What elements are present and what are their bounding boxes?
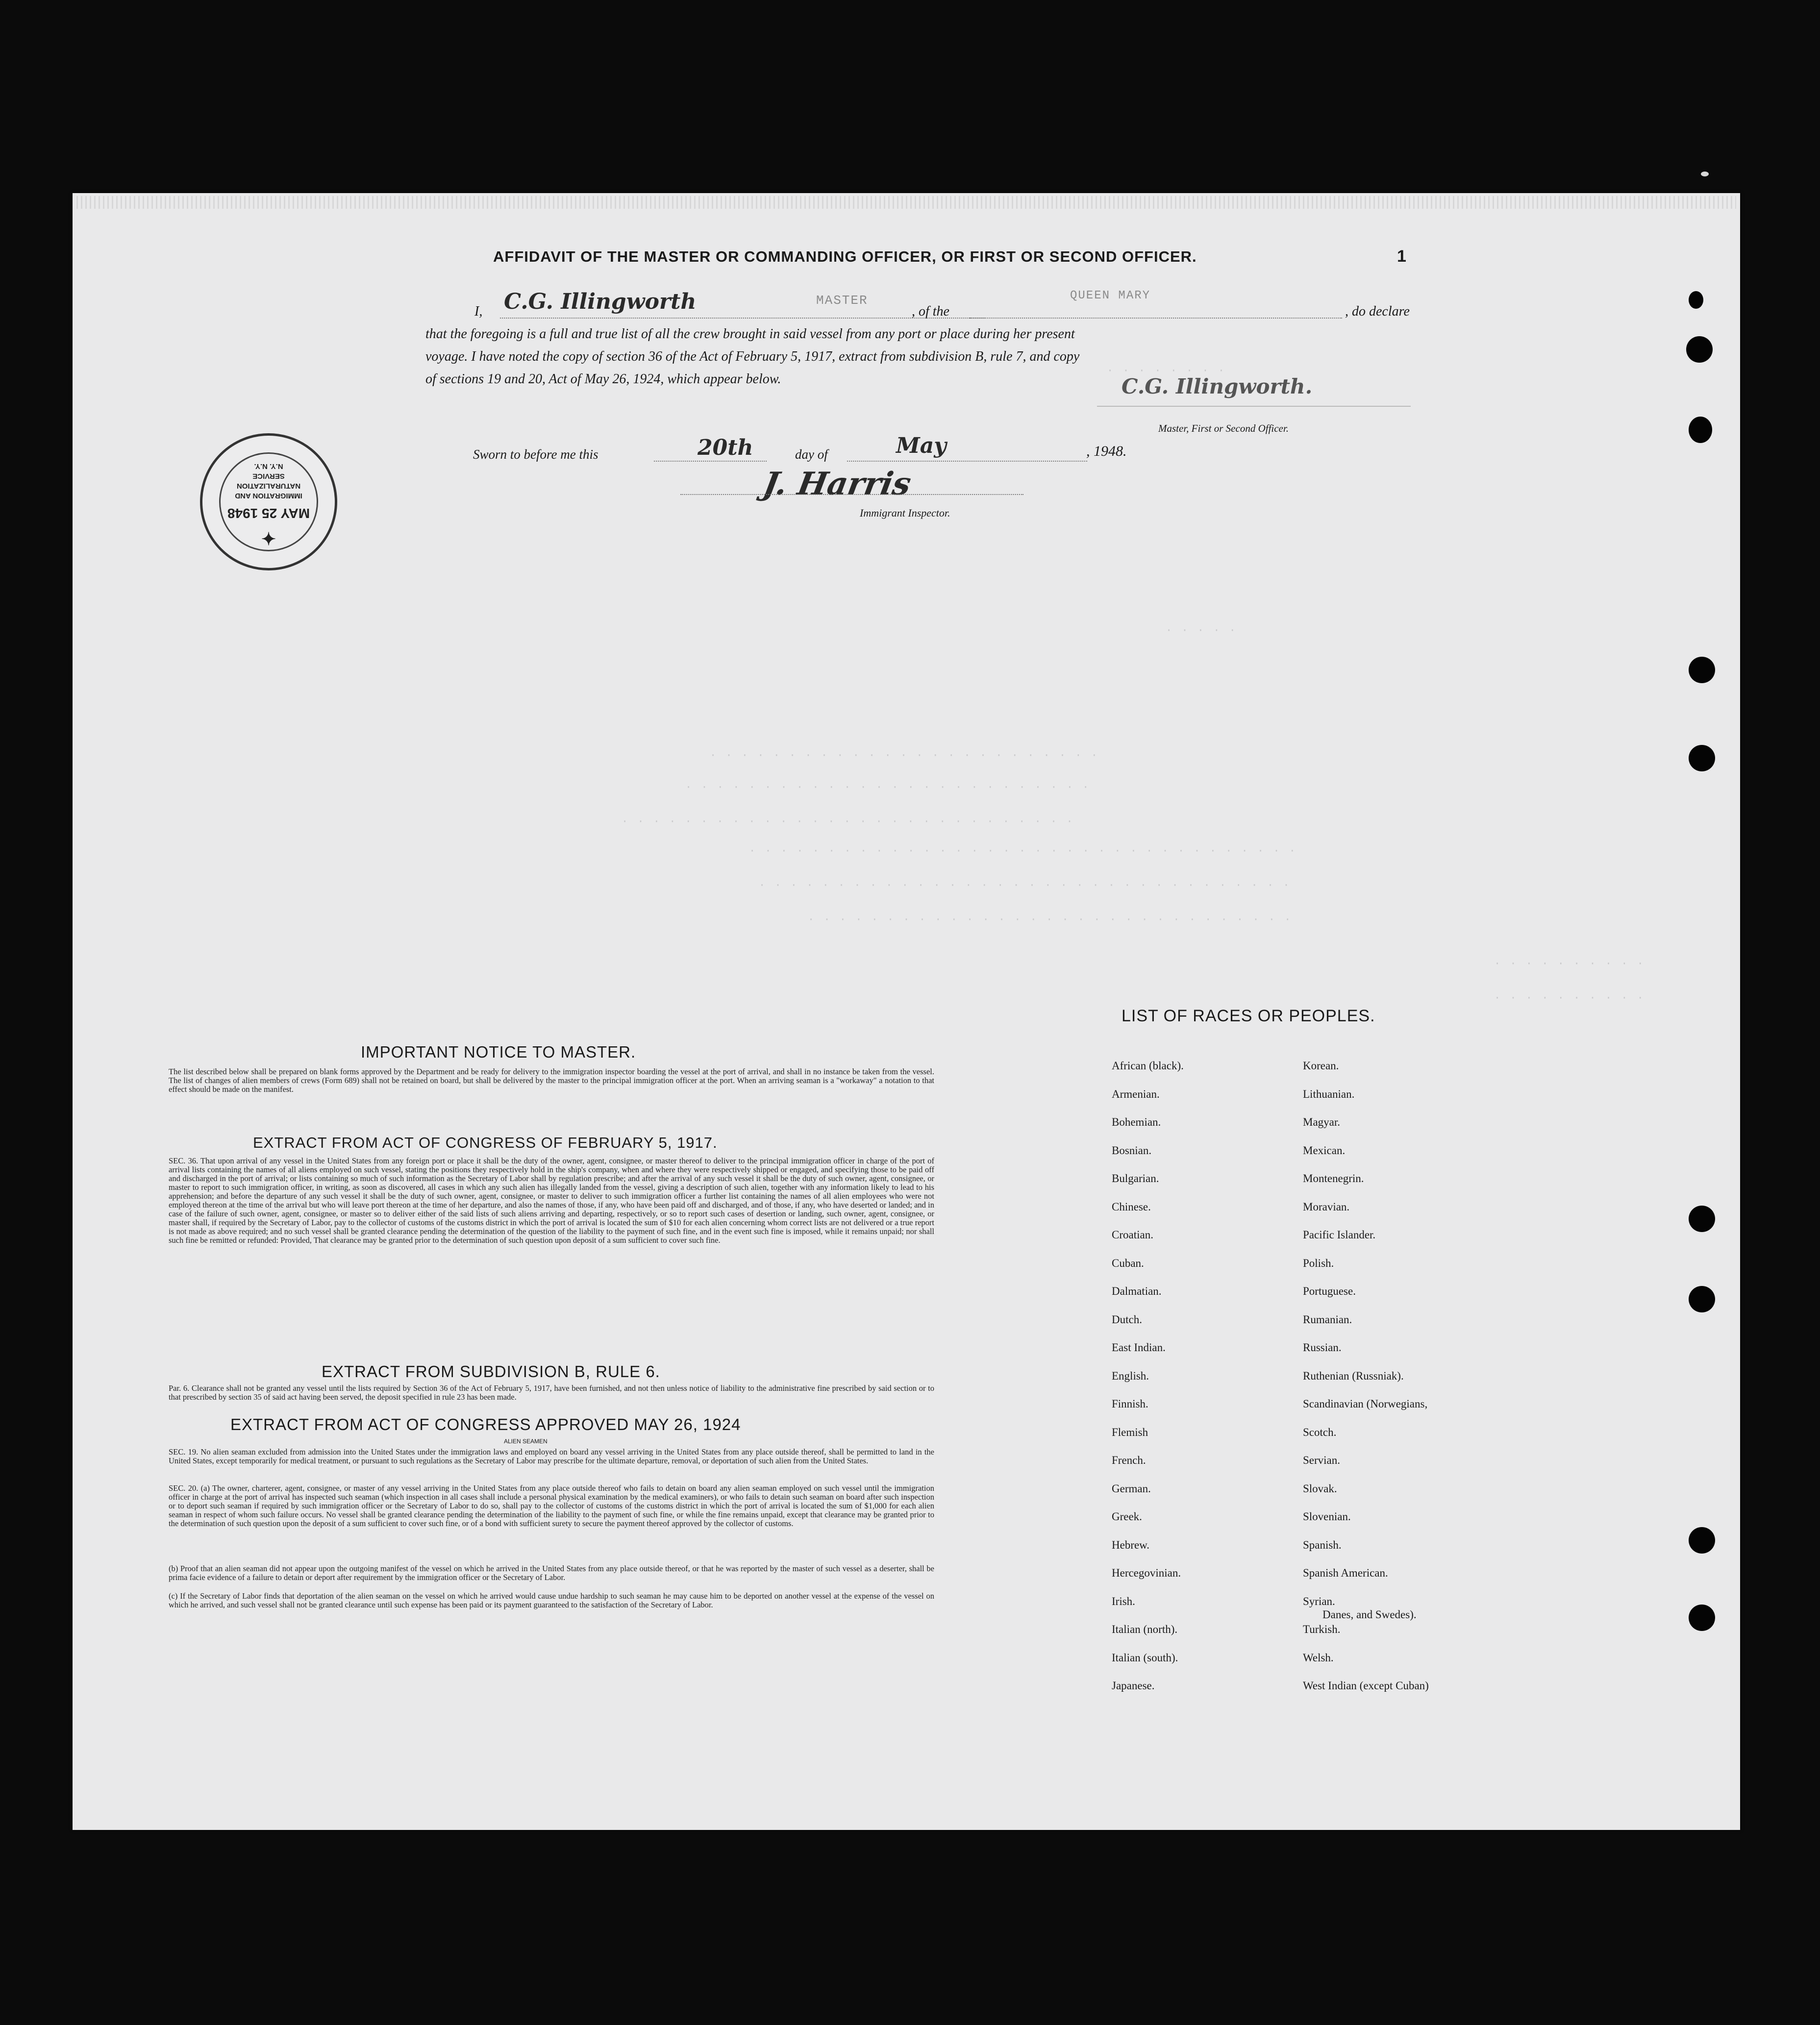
race-item: Irish. bbox=[1112, 1595, 1135, 1607]
race-item: Scandinavian (Norwegians, bbox=[1303, 1398, 1428, 1410]
extract-1924-sec20a: SEC. 20. (a) The owner, charterer, agent, consignee, or master of any vessel arriving in the United States from any place outside thereof who fails to detain on board any alien seaman employed on such vessel until the immigration officer in charge at the port of arrival has inspected such seaman (which inspection in all cases shall include a personal physical examination by the medical examiners), or who fails to detain such seaman on board after such inspection or to deport such seaman if required by such immigration officer or the Secretary of Labor to do so, shall pay to the collector of customs of the customs district in which the port of arrival is located the sum of $1,000 for each alien seaman in respect of whom such failure occurs. No vessel shall be granted clearance pending the determination of the liability to the payment of such fine, or while the fine remains unpaid, except that clearance may be granted prior to the determination of such question upon the deposit of a sum sufficient to cover such fine, or of a bond with sufficient surety to secure the payment thereof approved by the collector of customs. bbox=[169, 1483, 934, 1528]
affidavit-i: I, bbox=[474, 304, 483, 319]
race-item: Bulgarian. bbox=[1112, 1172, 1159, 1185]
page-torn-edge bbox=[76, 196, 1736, 209]
extract-1924-sec20b: (b) Proof that an alien seaman did not appear upon the outgoing manifest of the vessel on which he arrived in the United States from any place outside thereof, or that he was reported by the master of such vessel as a deserter, shall be prima facie evidence of a failure to detain or deport after requirement by the immigration officer or the Secretary of Labor. bbox=[169, 1564, 934, 1582]
race-item: Greek. bbox=[1112, 1510, 1142, 1523]
race-item: Scotch. bbox=[1303, 1426, 1337, 1438]
day-of-text: day of bbox=[795, 447, 828, 462]
races-title: LIST OF RACES OR PEOPLES. bbox=[1122, 1007, 1375, 1025]
inspector-line bbox=[680, 493, 1023, 495]
sworn-year: , 1948. bbox=[1086, 443, 1127, 459]
of-the-text: , of the bbox=[912, 304, 949, 319]
race-item: Bosnian. bbox=[1112, 1144, 1152, 1157]
stamp-line-1: IMMIGRATION AND bbox=[235, 492, 302, 500]
extract-rule6-title: EXTRACT FROM SUBDIVISION B, RULE 6. bbox=[322, 1362, 660, 1381]
race-item: Turkish. bbox=[1303, 1623, 1341, 1635]
race-item: West Indian (except Cuban) bbox=[1303, 1679, 1429, 1692]
race-item: Flemish bbox=[1112, 1426, 1148, 1438]
race-item: Moravian. bbox=[1303, 1200, 1350, 1213]
race-item: Spanish American. bbox=[1303, 1567, 1388, 1579]
document-page: · · · · · · · · · · · · · · · · · · · · · · · · · · · · · · · · · · · · · · · · · · · · · · · · · · · · · · · · · · · · · · · · · · · · · · · · · · · · · · · · · · · · · · · · · · · · · · · · · · · · · · · · · · · · · · · · · · · · · · · · · · · · · · · · · · · · · · · · · · · · · · · · · · · · · · · · · · · · · · · · · · · · · · · · · · · · · · · · · · · · · · · · · · · · · · · · · · · · · · · · · · · · · · · · · · · · · AFFIDAVIT OF THE MASTER OR COMMANDING OFFICER, OR FIRST OR SECOND OFFICER. 1 I, C.G. Illingworth MASTER , of the QUEEN MARY , do declare that the foregoing is a full and true list of all the crew brought in said vessel from any port or place during her present voyage. I have noted the copy of section 36 of the Act of February 5, 1917, extract from subdivision B, rule 7, and copy of sections 19 and 20, Act of May 26, 1924, which appear below. C.G. Illingworth. Master, First or Second Officer. Sworn to before me this 20th day of May , 1948. J. Harris Immigrant Inspector. N.Y. N.Y. SERVICE NATURALIZATION IMMIGRATION AND MAY 25 1948 ✦ IMPORTANT NOTICE TO MASTER. The list described below shall be prepared on blank forms approved by the Department and be ready for delivery to the immigration inspector boarding the vessel at the port of arrival, and shall in no instance be taken from the vessel. The list of changes of alien members of crews (Form 689) shall not be retained on board, but shall be delivered by the master to the principal immigration officer at the port. When an arriving seaman is a "workaway" a notation to that effect should be made on the manifest. EXTRACT FROM ACT OF CONGRESS OF FEBRUARY 5, 1917. SEC. 36. That upon arrival of any vessel in the United States from any foreign port or place it shall be the duty of the owner, agent, consignee, or master thereof to deliver to the principal immigration officer in charge of the port of arrival lists containing the names of all aliens employed on such vessel, stating the positions they respectively hold in the ship's company, when and where they were respectively shipped or engaged, and specifying those to be paid off and discharged in the port of arrival; or lists containing so much of such information as the Secretary of Labor shall by regulation prescribe; and after the arrival of any such vessel it shall be the duty of such owner, agent, consignee, or master to report to such immigration officer, in writing, as soon as discovered, all cases in which any such alien has illegally landed from the vessel, giving a description of such alien, together with any information likely to lead to his apprehension; and before the departure of any such vessel it shall be the duty of such owner, agent, consignee, or master to deliver to such immigration officer a further list containing the names of all alien employees who were not employed thereon at the time of the arrival but who will leave port thereon at the time of her departure, and also the names of those, if any, who have been paid off and discharged, and of those, if any, who have deserted or landed; and in case of the failure of such owner, agent, consignee, or master so to deliver either of the said lists of such aliens arriving and departing, respectively, or so to report such cases of desertion or landing, such owner, agent, consignee, or master shall, if required by the Secretary of Labor, pay to the collector of customs of the customs district in which the port of arrival is located the sum of $10 for each alien concerning whom correct lists are not delivered or a true report is not made as above required; and no such vessel shall be granted clearance pending the determination of the question of the liability to the payment of such fine, and in the event such fine is imposed, while it remains unpaid; nor shall such fine be remitted or refunded: Provided, That clearance may be granted prior to the determination of such question upon deposit of a sum sufficient to cover such fine. EXTRACT FROM SUBDIVISION B, RULE 6. Par. 6. Clearance shall not be granted any vessel until the lists required by Section 36 of the Act of February 5, 1917, have been furnished, and not then unless notice of liability to the administrative fine prescribed by said section or to that prescribed by section 35 of said act having been served, the deposit specified in rule 23 has been made. EXTRACT FROM ACT OF CONGRESS APPROVED MAY 26, 1924 ALIEN SEAMEN SEC. 19. No alien seaman excluded from admission into the United States under the immigration laws and employed on board any vessel arriving in the United States from any place outside thereof, shall be permitted to land in the United States, except temporarily for medical treatment, or pursuant to such regulations as the Secretary of Labor may prescribe for the ultimate departure, removal, or deportation of such alien from the United States. SEC. 20. (a) The owner, charterer, agent, consignee, or master of any vessel arriving in the United States from any place outside thereof who fails to detain on board any alien seaman employed on such vessel until the immigration officer in charge at the port of arrival has inspected such seaman (which inspection in all cases shall include a personal physical examination by the medical examiners), or who fails to detain such seaman on board after such inspection or to deport such seaman if required by such immigration officer or the Secretary of Labor to do so, shall pay to the collector of customs of the customs district in which the port of arrival is located the sum of $1,000 for each alien seaman in respect of whom such failure occurs. No vessel shall be granted clearance pending the determination of the liability to the payment of such fine, or while the fine remains unpaid, except that clearance may be granted prior to the determination of such question upon the deposit of a sum sufficient to cover such fine, or of a bond with sufficient surety to secure the payment thereof approved by the collector of customs. (b) Proof that an alien seaman did not appear upon the outgoing manifest of the vessel on which he arrived in the United States from any place outside thereof, or that he was reported by the master of such vessel as a deserter, shall be prima facie evidence of a failure to detain or deport after requirement by the immigration officer or the Secretary of Labor. (c) If the Secretary of Labor finds that deportation of the alien seaman on the vessel on which he arrived would cause undue hardship to such seaman he may cause him to be deported on another vessel at the expense of the vessel on which he arrived, and such vessel shall not be granted clearance until such expense has been paid or its payment guaranteed to the satisfaction of the Secretary of Labor. LIST OF RACES OR PEOPLES. African (black). Armenian. Bohemian. Bosnian. Bulgarian. Chinese. Croatian. Cuban. Dalmatian. Dutch. East Indian. English. Finnish. Flemish French. German. Greek. Hebrew. Hercegovinian. Irish. Italian (north). Italian (south). Japanese. Korean. Lithuanian. Magyar. Mexican. Montenegrin. Moravian. Pacific Islander. Polish. Portuguese. Rumanian. Russian. Ruthenian (Russniak). Scandinavian (Norwegians, Scotch. Servian. Slovak. Slovenian. Spanish. Spanish American. Syrian. Turkish. Welsh. West Indian (except Cuban) Danes, and Swedes). bbox=[73, 193, 1740, 1830]
stamp-line-4: N.Y. N.Y. bbox=[254, 462, 283, 470]
inspector-caption: Immigrant Inspector. bbox=[860, 507, 950, 519]
race-item: African (black). bbox=[1112, 1060, 1184, 1072]
vessel-fill-line bbox=[970, 317, 1342, 319]
race-item: Slovak. bbox=[1303, 1482, 1337, 1495]
race-item: Cuban. bbox=[1112, 1257, 1144, 1269]
race-item: Italian (south). bbox=[1112, 1651, 1178, 1664]
affidavit-line-4: of sections 19 and 20, Act of May 26, 1924, which appear below. bbox=[425, 371, 781, 387]
race-item: Korean. bbox=[1303, 1060, 1339, 1072]
race-item: Japanese. bbox=[1112, 1679, 1155, 1692]
notice-title: IMPORTANT NOTICE TO MASTER. bbox=[361, 1043, 636, 1061]
race-item: French. bbox=[1112, 1454, 1146, 1466]
race-item: Bohemian. bbox=[1112, 1116, 1161, 1128]
race-item: Hebrew. bbox=[1112, 1538, 1150, 1551]
vessel-name-typed: QUEEN MARY bbox=[1070, 289, 1151, 302]
race-item: Spanish. bbox=[1303, 1538, 1342, 1551]
affidavit-title: AFFIDAVIT OF THE MASTER OR COMMANDING OFFICER, OR FIRST OR SECOND OFFICER. bbox=[493, 248, 1197, 265]
race-item: Servian. bbox=[1303, 1454, 1341, 1466]
race-item: English. bbox=[1112, 1369, 1149, 1382]
punch-hole bbox=[1689, 1605, 1715, 1631]
extract-1924-sec20c: (c) If the Secretary of Labor finds that deportation of the alien seaman on the vessel on which he arrived would cause undue hardship to such seaman he may cause him to be deported on another vessel at the expense of the vessel on which he arrived, and such vessel shall not be granted clearance until such expense has been paid or its payment guaranteed to the satisfaction of the Secretary of Labor. bbox=[169, 1591, 934, 1609]
race-item: German. bbox=[1112, 1482, 1151, 1495]
race-item: Polish. bbox=[1303, 1257, 1334, 1269]
extract-1917-title: EXTRACT FROM ACT OF CONGRESS OF FEBRUARY 5, 1917. bbox=[253, 1134, 718, 1151]
rank-typed: MASTER bbox=[816, 293, 868, 308]
signer-name-handwritten: C.G. Illingworth bbox=[504, 289, 697, 314]
race-item: Dalmatian. bbox=[1112, 1285, 1162, 1297]
race-item: Portuguese. bbox=[1303, 1285, 1356, 1297]
extract-1917-body: SEC. 36. That upon arrival of any vessel in the United States from any foreign port or place it shall be the duty of the owner, agent, consignee, or master thereof to deliver to the principal immigration officer in charge of the port of arrival lists containing the names of all aliens employed on such vessel, stating the positions they respectively hold in the ship's company, when and where they were respectively shipped or engaged, and specifying those to be paid off and discharged in the port of arrival; or lists containing so much of such information as the Secretary of Labor shall by regulation prescribe; and after the arrival of any such vessel it shall be the duty of such owner, agent, consignee, or master to report to such immigration officer, in writing, as soon as discovered, all cases in which any such alien has illegally landed from the vessel, giving a description of such alien, together with any information likely to lead to his apprehension; and before the departure of any such vessel it shall be the duty of such owner, agent, consignee, or master to deliver to such immigration officer a further list containing the names of all alien employees who were not employed thereon at the time of the arrival but who will leave port thereon at the time of her departure, and also the names of those, if any, who have been paid off and discharged, and of those, if any, who have deserted or landed; and in case of the failure of such owner, agent, consignee, or master so to deliver either of the said lists of such aliens arriving and departing, respectively, or so to report such cases of desertion or landing, such owner, agent, consignee, or master shall, if required by the Secretary of Labor, pay to the collector of customs of the customs district in which the port of arrival is located the sum of $10 for each alien concerning whom correct lists are not delivered or a true report is not made as above required; and no such vessel shall be granted clearance pending the determination of the question of the liability to the payment of such fine, and in the event such fine is imposed, while it remains unpaid; nor shall such fine be remitted or refunded: Provided, That clearance may be granted prior to the determination of such question upon deposit of a sum sufficient to cover such fine. bbox=[169, 1156, 934, 1245]
race-item: Italian (north). bbox=[1112, 1623, 1178, 1635]
race-item: Pacific Islander. bbox=[1303, 1229, 1376, 1241]
signature-line bbox=[1097, 405, 1411, 407]
race-item: Syrian. bbox=[1303, 1595, 1335, 1607]
race-item: East Indian. bbox=[1112, 1341, 1166, 1354]
extract-rule6-body: Par. 6. Clearance shall not be granted any vessel until the lists required by Section 36 of the Act of February 5, 1917, have been furnished, and not then unless notice of liability to the administrative fine prescribed by said section or to that prescribed by section 35 of said act having been served, the deposit specified in rule 23 has been made. bbox=[169, 1383, 934, 1402]
punch-hole bbox=[1689, 1527, 1715, 1554]
affidavit-line-2: that the foregoing is a full and true list of all the crew brought in said vessel from any port or place during her present bbox=[425, 326, 1075, 342]
sheet-number: 1 bbox=[1397, 247, 1406, 266]
race-item: Mexican. bbox=[1303, 1144, 1346, 1157]
stamp-date: MAY 25 1948 bbox=[227, 506, 310, 521]
signature-caption: Master, First or Second Officer. bbox=[1158, 422, 1289, 434]
race-item: Ruthenian (Russniak). bbox=[1303, 1369, 1404, 1382]
race-item: Montenegrin. bbox=[1303, 1172, 1364, 1185]
races-left-column bbox=[1112, 1060, 1184, 1708]
race-item: Rumanian. bbox=[1303, 1313, 1352, 1326]
races-continuation: Danes, and Swedes). bbox=[1322, 1608, 1417, 1621]
race-item: Lithuanian. bbox=[1303, 1087, 1355, 1100]
extract-1924-sec19: SEC. 19. No alien seaman excluded from admission into the United States under the immigration laws and employed on board any vessel arriving in the United States from any place outside thereof, shall be permitted to land in the United States, except temporarily for medical treatment, or pursuant to such regulations as the Secretary of Labor may prescribe for the ultimate departure, removal, or deportation of such alien from the United States. bbox=[169, 1447, 934, 1465]
race-item: Slovenian. bbox=[1303, 1510, 1351, 1523]
race-item: Chinese. bbox=[1112, 1200, 1151, 1213]
punch-hole bbox=[1689, 745, 1715, 771]
race-item: Hercegovinian. bbox=[1112, 1567, 1181, 1579]
sworn-day: 20th bbox=[698, 435, 753, 460]
race-item: Croatian. bbox=[1112, 1229, 1153, 1241]
race-item: Welsh. bbox=[1303, 1651, 1334, 1664]
race-item: Magyar. bbox=[1303, 1116, 1341, 1128]
sworn-month: May bbox=[896, 433, 947, 458]
extract-1924-subtitle: ALIEN SEAMEN bbox=[504, 1438, 548, 1445]
race-item: Finnish. bbox=[1112, 1398, 1148, 1410]
race-item: Russian. bbox=[1303, 1341, 1342, 1354]
stamp-line-3: SERVICE bbox=[252, 472, 285, 480]
master-signature: C.G. Illingworth. bbox=[1122, 374, 1313, 398]
affidavit-line-3: voyage. I have noted the copy of section 36 of the Act of February 5, 1917, extract from subdivision B, rule 7, and copy bbox=[425, 349, 1080, 364]
punch-hole bbox=[1689, 417, 1712, 443]
immigration-date-stamp bbox=[200, 433, 337, 570]
punch-hole bbox=[1686, 336, 1713, 363]
month-fill-line bbox=[847, 460, 1087, 462]
race-item: Armenian. bbox=[1112, 1087, 1160, 1100]
punch-hole bbox=[1689, 1206, 1715, 1232]
notice-body: The list described below shall be prepared on blank forms approved by the Department and be ready for delivery to the immigration inspector boarding the vessel at the port of arrival, and shall in no instance be taken from the vessel. The list of changes of alien members of crews (Form 689) shall not be retained on board, but shall be delivered by the master to the principal immigration officer at the port. When an arriving seaman is a "workaway" a notation to that effect should be made on the manifest. bbox=[169, 1067, 934, 1094]
extract-1924-title: EXTRACT FROM ACT OF CONGRESS APPROVED MAY 26, 1924 bbox=[230, 1415, 741, 1433]
punch-hole bbox=[1689, 1286, 1715, 1312]
scan-speck bbox=[1701, 172, 1709, 176]
sworn-text: Sworn to before me this bbox=[473, 447, 598, 462]
do-declare-text: , do declare bbox=[1345, 304, 1410, 319]
race-item: Dutch. bbox=[1112, 1313, 1142, 1326]
inspector-signature: J. Harris bbox=[760, 466, 914, 502]
stamp-line-2: NATURALIZATION bbox=[236, 482, 301, 490]
stamp-star-icon: ✦ bbox=[261, 528, 276, 548]
punch-hole bbox=[1689, 657, 1715, 683]
punch-hole bbox=[1689, 291, 1703, 309]
